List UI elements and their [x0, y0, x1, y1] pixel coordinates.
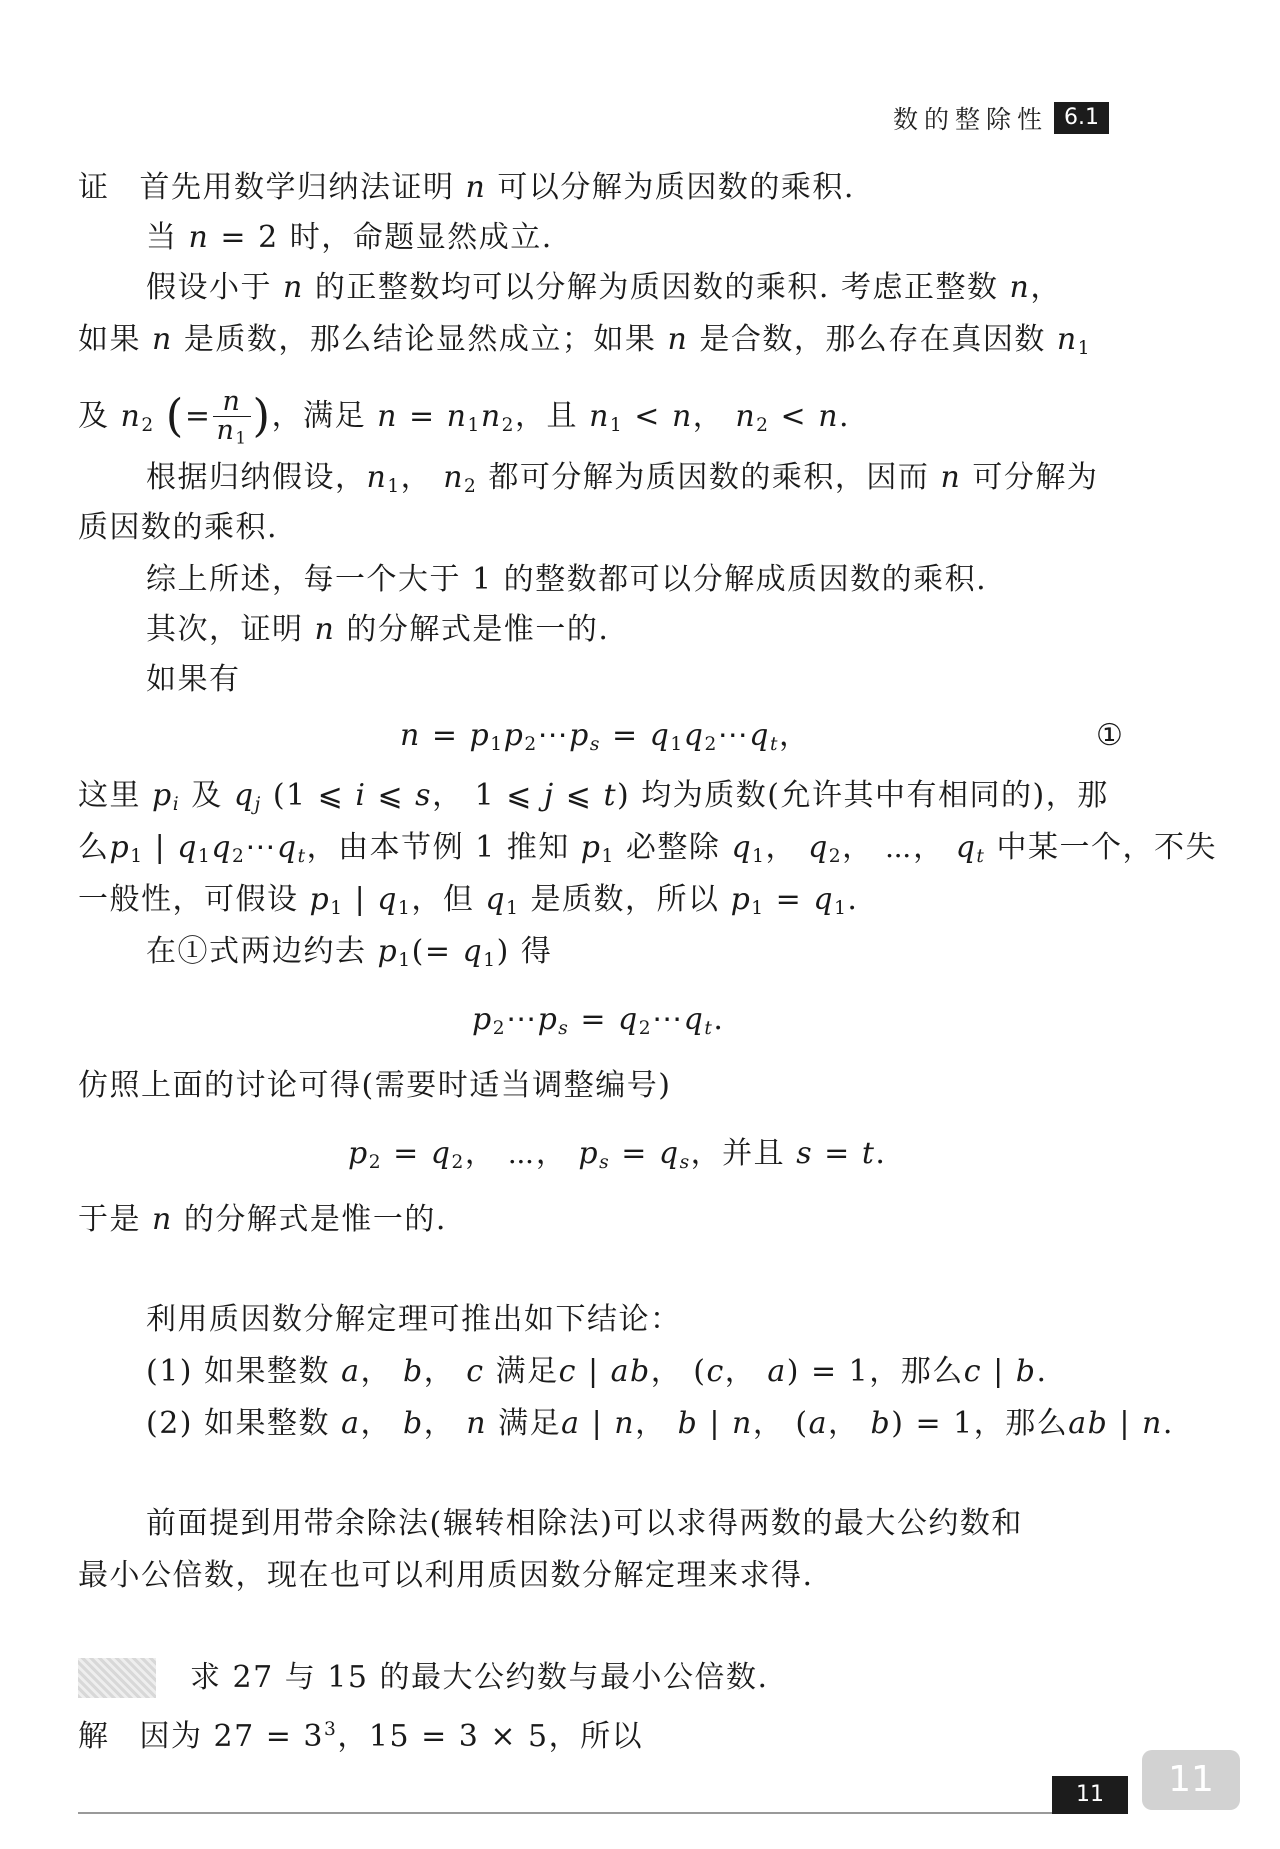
proof-line-2: 当 n = 2 时，命题显然成立.	[146, 220, 553, 255]
proof-line-14: 在①式两边约去 p1(= q1) 得	[146, 934, 553, 972]
paragraph-line-1: 前面提到用带余除法(辗转相除法)可以求得两数的最大公约数和	[146, 1506, 1023, 1541]
proof-line-4: 如果 n 是质数，那么结论显然成立；如果 n 是合数，那么存在真因数 n1	[78, 322, 1092, 360]
equation-3: p2 = q2， ⋯， ps = qs，并且 s = t.	[348, 1136, 887, 1174]
conclusion-item-2: (2) 如果整数 a， b， n 满足a | n， b | n， (a， b) = 1，那么ab | n.	[146, 1406, 1174, 1441]
proof-line-15: 仿照上面的讨论可得(需要时适当调整编号)	[78, 1068, 672, 1103]
proof-line-10: 如果有	[146, 662, 241, 697]
page-number: 11	[1052, 1776, 1128, 1814]
proof-line-8: 综上所述，每一个大于 1 的整数都可以分解成质因数的乘积.	[146, 562, 988, 597]
proof-line-9: 其次，证明 n 的分解式是惟一的.	[146, 612, 610, 647]
example-problem: 求 27 与 15 的最大公约数与最小公倍数.	[190, 1660, 769, 1695]
proof-line-13: 一般性，可假设 p1 | q1，但 q1 是质数，所以 p1 = q1.	[78, 882, 859, 920]
proof-line-12: 么p1 | q1q2⋯qt，由本节例 1 推知 p1 必整除 q1， q2， ⋯， qt 中某一个，不失	[78, 830, 1217, 868]
chapter-title: 数的整除性	[893, 105, 1049, 134]
proof-line-6: 根据归纳假设，n1， n2 都可分解为质因数的乘积，因而 n 可分解为	[146, 460, 1099, 498]
footer-rule	[78, 1812, 1128, 1814]
conclusion-item-1: (1) 如果整数 a， b， c 满足c | ab， (c， a) = 1，那么c | b.	[146, 1354, 1048, 1389]
equation-number: ①	[1096, 718, 1125, 753]
conclusions-intro: 利用质因数分解定理可推出如下结论：	[146, 1302, 682, 1337]
example-label-icon	[78, 1658, 156, 1698]
proof-line-3: 假设小于 n 的正整数均可以分解为质因数的乘积. 考虑正整数 n，	[146, 270, 1062, 305]
running-header	[893, 98, 1109, 138]
equation-1: n = p1p2⋯ps = q1q2⋯qt，	[400, 718, 811, 756]
example-solution: 解 因为 $27 = 3^3$，15 = 3 × 5，所以	[78, 1719, 644, 1755]
paragraph-line-2: 最小公倍数，现在也可以利用质因数分解定理来求得.	[78, 1558, 814, 1593]
proof-line-7: 质因数的乘积.	[78, 510, 279, 545]
proof-line-1: 证 首先用数学归纳法证明 n 可以分解为质因数的乘积.	[78, 170, 855, 205]
proof-line-5: 及 n2 (= $\frac{n}{n1}$ )，满足 n = n1n2，且 n1 < n， n2 < n.	[78, 385, 851, 448]
proof-line-11: 这里 pi 及 qj (1 ⩽ i ⩽ s， 1 ⩽ j ⩽ t) 均为质数(允许其中有相同的)，那	[78, 778, 1109, 816]
solution-label: 解	[78, 1719, 110, 1755]
page-indicator-tab[interactable]: 11	[1142, 1750, 1240, 1810]
section-badge: 6.1	[1054, 102, 1109, 134]
proof-label: 证	[78, 170, 110, 205]
proof-line-16: 于是 n 的分解式是惟一的.	[78, 1202, 447, 1237]
equation-2: p2⋯ps = q2⋯qt.	[472, 1002, 725, 1040]
